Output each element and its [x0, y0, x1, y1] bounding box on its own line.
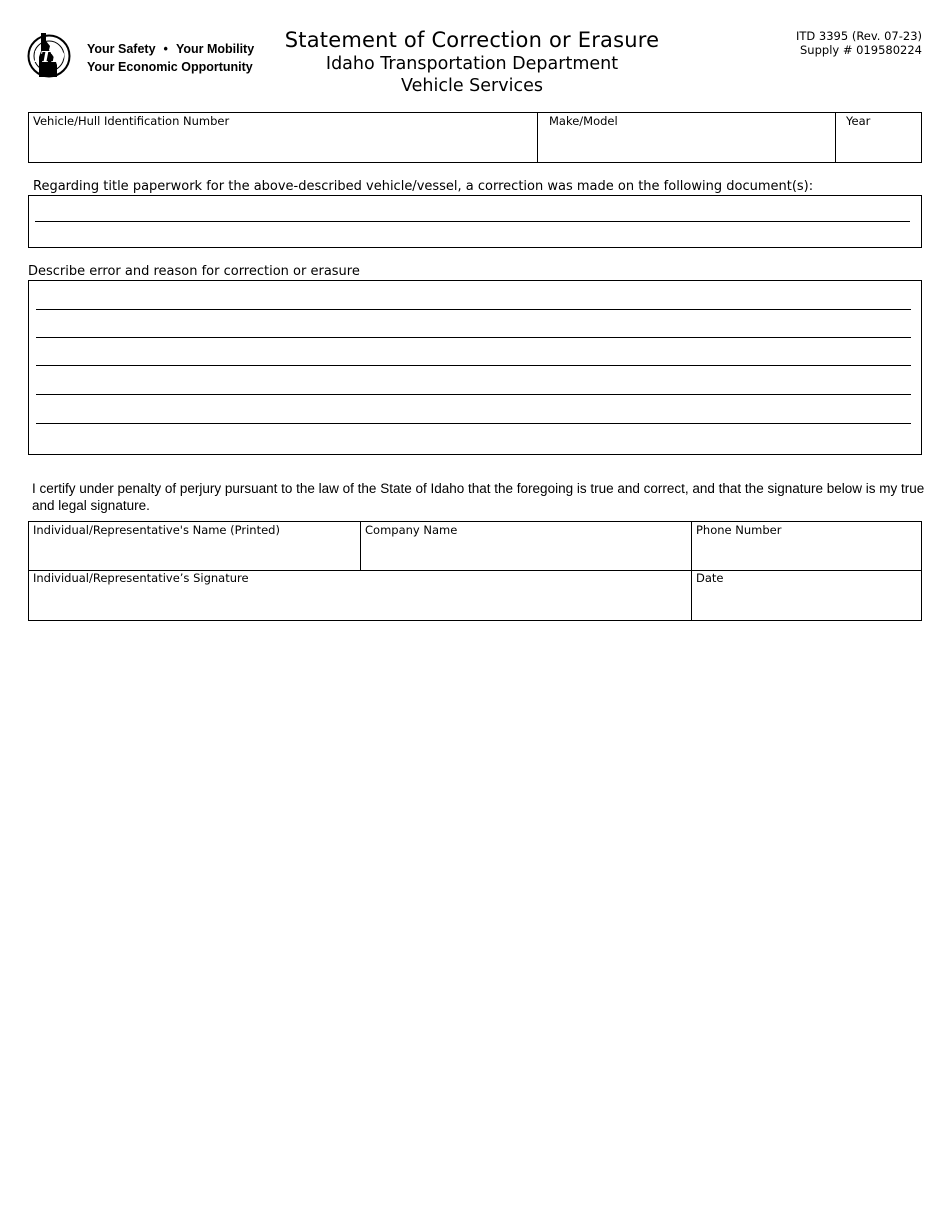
vehicle-info-box [28, 112, 922, 163]
error-description-box [28, 280, 922, 455]
year-label: Year [846, 114, 871, 128]
page-title: Statement of Correction or Erasure [284, 28, 660, 52]
vin-label: Vehicle/Hull Identification Number [33, 114, 230, 128]
company-field[interactable] [363, 538, 689, 568]
divider [360, 522, 361, 570]
company-label: Company Name [365, 523, 458, 537]
department-slogan: Your Safety • Your Mobility Your Economic Opportunity [87, 42, 255, 74]
name-field[interactable] [30, 538, 358, 568]
documents-prompt: Regarding title paperwork for the above-described vehicle/vessel, a correction was made on the following document(s): [33, 179, 814, 194]
date-label: Date [696, 571, 724, 585]
documents-field[interactable] [33, 198, 917, 244]
certification-statement: I certify under penalty of perjury pursuant to the law of the State of Idaho that the foregoing is true and correct, and that the signature below is my true and legal signature. [32, 481, 925, 513]
department-name: Idaho Transportation Department [325, 54, 619, 74]
division-name: Vehicle Services [401, 76, 543, 96]
certification-box [28, 521, 922, 621]
vin-field[interactable] [30, 129, 535, 161]
itd-logo [27, 27, 71, 85]
make-model-label: Make/Model [549, 114, 618, 128]
form-identifier [796, 29, 922, 57]
date-field[interactable] [694, 586, 918, 618]
make-model-field[interactable] [539, 129, 833, 161]
error-description-field[interactable] [33, 285, 917, 450]
supply-number: Supply # 019580224 [800, 43, 922, 57]
form-number: ITD 3395 (Rev. 07-23) [795, 29, 922, 43]
divider [835, 113, 836, 162]
phone-label: Phone Number [696, 523, 782, 537]
signature-field[interactable] [30, 586, 689, 618]
svg-text:ITD: ITD [33, 48, 65, 66]
year-field[interactable] [837, 129, 920, 161]
documents-box [28, 195, 922, 248]
phone-field[interactable] [694, 538, 918, 568]
signature-label: Individual/Representative’s Signature [33, 571, 249, 585]
title-block [260, 27, 684, 97]
divider [691, 522, 692, 620]
error-description-prompt: Describe error and reason for correction or erasure [28, 264, 360, 279]
name-label: Individual/Representative's Name (Printed) [33, 523, 280, 537]
divider [537, 113, 538, 162]
